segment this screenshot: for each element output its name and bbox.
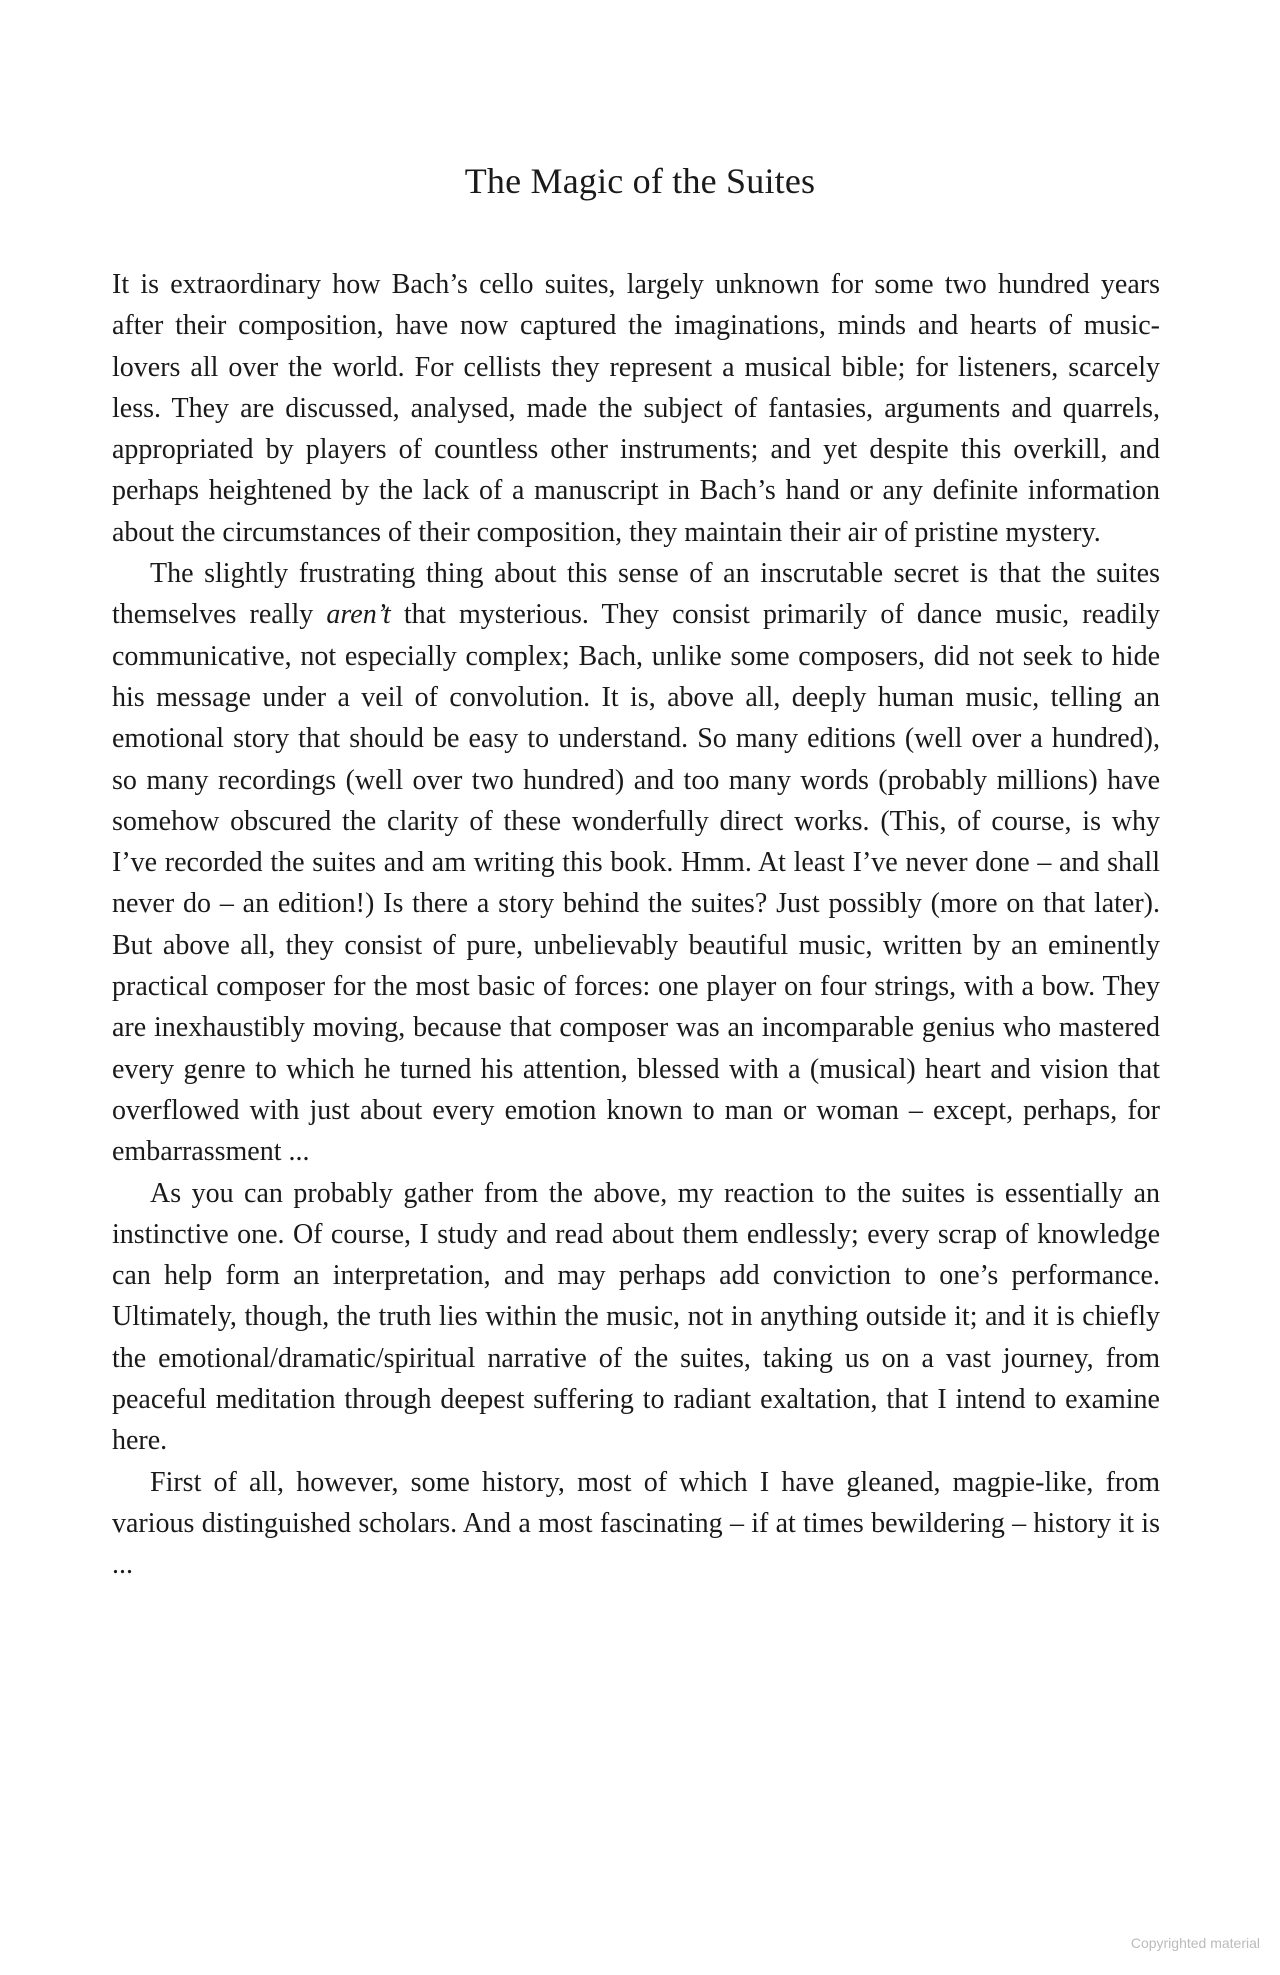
chapter-body [112,264,1160,1586]
chapter-title: The Magic of the Suites [464,161,816,201]
copyright-watermark: Copyrighted material [1130,1935,1260,1951]
paragraph-3: As you can probably gather from the above, my reaction to the suites is essentially an instinctive one. Of course, I study and read about them endlessly; every scrap of knowledge can help form an interpretation, and may perhaps add conviction to one’s performance. Ultimately, though, the truth lies within the music, not in anything outside it; and it is chiefly the emotional/dramatic/spiritual narrative of the suites, taking us on a vast journey, from peaceful meditation through deepest suffering to radiant exaltation, that I intend to examine here. [112,1177,1160,1457]
paragraph-2 [112,553,1160,1172]
paragraph-2-after: that mysterious. They consist primarily of dance music, readily communicative, not especially complex; Bach, unlike some composers, did not seek to hide his message under a veil of convolution. It is, above all, deeply human music, telling an emotional story that should be easy to understand. So many editions (well over a hundred), so many recordings (well over two hundred) and too many words (probably millions) have somehow obscured the clarity of these wonderfully direct works. (This, of course, is why I’ve recorded the suites and am writing this book. Hmm. At least I’ve never done – and shall never do – an edition!) Is there a story behind the suites? Just possibly (more on that later). But above all, they consist of pure, unbelievably beautiful music, written by an eminently practical composer for the most basic of forces: one player on four strings, with a bow. They are inexhaustibly moving, because that composer was an incomparable genius who mastered every genre to which he turned his attention, blessed with a (musical) heart and vision that overflowed with just about every emotion known to man or woman – except, perhaps, for embarrassment ... [112,599,1160,1168]
paragraph-2-before: The slightly frustrating thing about this sense of an inscrutable secret is that the suites themselves really [112,558,1160,631]
paragraph-4: First of all, however, some history, most of which I have gleaned, magpie-like, from various distinguished scholars. And a most fascinating – if at times bewildering – history it is ... [112,1466,1160,1581]
paragraph-2-emphasis: aren’t [326,599,391,631]
paragraph-1: It is extraordinary how Bach’s cello suites, largely unknown for some two hundred years after their composition, have now captured the imaginations, minds and hearts of music-lovers all over the world. For cellists they represent a musical bible; for listeners, scarcely less. They are discussed, analysed, made the subject of fantasies, arguments and quarrels, appropriated by players of countless other instruments; and yet despite this overkill, and perhaps heightened by the lack of a manuscript in Bach’s hand or any definite information about the circumstances of their composition, they maintain their air of pristine mystery. [112,269,1160,548]
